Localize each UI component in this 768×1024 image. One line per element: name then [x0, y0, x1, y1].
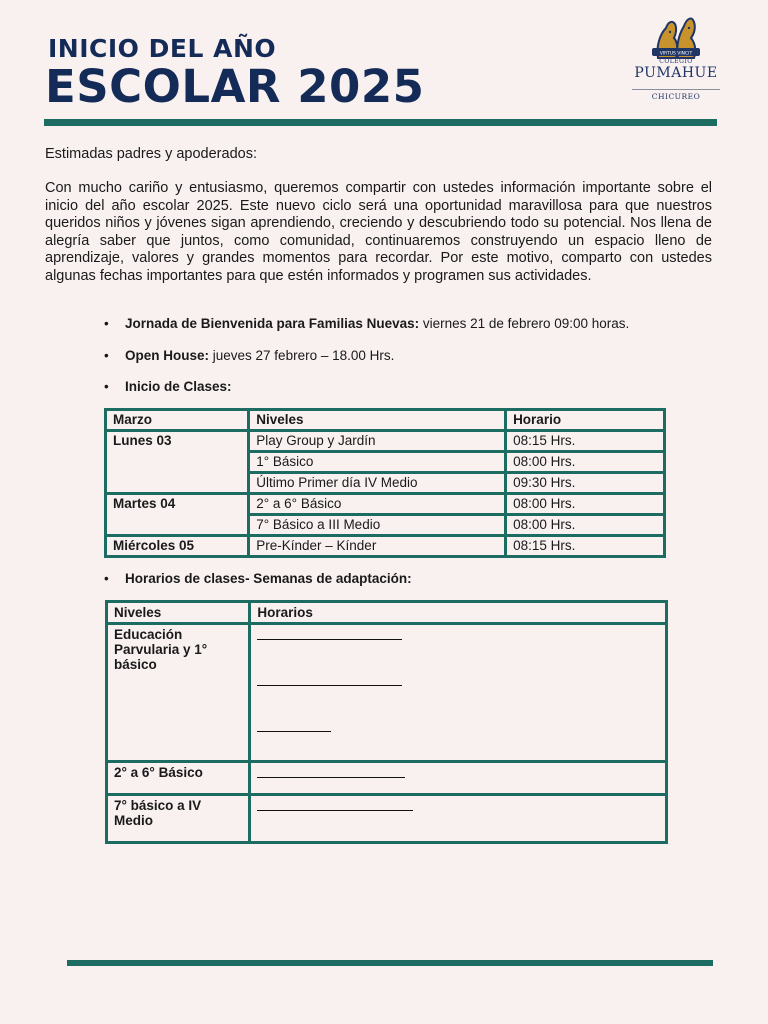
- time-cell: 08:15 Hrs.: [506, 536, 665, 557]
- blank-line: [257, 798, 413, 811]
- table-header-cell: Marzo: [106, 410, 249, 431]
- time-cell: 08:15 Hrs.: [506, 431, 665, 452]
- time-cell: 08:00 Hrs.: [506, 515, 665, 536]
- bullet-welcome: [104, 315, 629, 332]
- bullet-dot-icon: •: [104, 571, 109, 586]
- level-cell: Pre-Kínder – Kínder: [249, 536, 506, 557]
- table-header-row: [107, 602, 667, 624]
- class-start-table: [104, 408, 666, 558]
- crest-motto: VIRTUS VINCIT: [659, 51, 693, 57]
- table-header-cell: Niveles: [107, 602, 250, 624]
- table-row: [107, 624, 667, 762]
- time-cell: 09:30 Hrs.: [506, 473, 665, 494]
- time-cell: 08:00 Hrs.: [506, 494, 665, 515]
- schedule-cell: [250, 795, 667, 843]
- table-header-cell: Horarios: [250, 602, 667, 624]
- bottom-divider: [67, 960, 713, 966]
- table-row: [106, 431, 665, 452]
- bullet-dot-icon: •: [104, 316, 109, 331]
- letter-body: Con mucho cariño y entusiasmo, queremos compartir con ustedes información importante sobre el inicio del año escolar 2025. Este nuevo ciclo será una oportunidad maravillosa para que nuestros queridos niños y jóvenes sigan aprendiendo, creciendo y descubriendo todo su potencial. Nos llena de alegría saber que juntos, como comunidad, continuaremos construyendo un espacio lleno de aprendizaje, valores y grandes momentos para recordar. Por este motivo, comparto con ustedes algunas fechas importantes para que estén informados y programen sus actividades.: [45, 180, 712, 284]
- bullet-text: jueves 27 febrero – 18.00 Hrs.: [209, 348, 395, 363]
- table-row: [107, 795, 667, 843]
- bullet-label: Inicio de Clases:: [125, 379, 232, 394]
- table-header-row: [106, 410, 665, 431]
- schedule-cell: [250, 624, 667, 762]
- blank-line: [257, 719, 331, 732]
- table-header-cell: Horario: [506, 410, 665, 431]
- bullet-label: Jornada de Bienvenida para Familias Nuevas:: [125, 316, 420, 331]
- bullet-class-start: [104, 378, 232, 395]
- adaptation-table: [105, 600, 668, 844]
- bullet-open-house: [104, 347, 394, 364]
- level-cell: 2° a 6° Básico: [249, 494, 506, 515]
- level-cell: Último Primer día IV Medio: [249, 473, 506, 494]
- level-cell: 7° básico a IV Medio: [107, 795, 250, 843]
- logo-divider: [632, 89, 720, 90]
- bullet-dot-icon: •: [104, 348, 109, 363]
- day-cell: Martes 04: [106, 494, 249, 536]
- table-row: [106, 536, 665, 557]
- table-row: [106, 494, 665, 515]
- logo-location: CHICUREO: [651, 92, 701, 101]
- logo-school-name: PUMAHUE: [634, 65, 718, 81]
- title-line-1: INICIO DEL AÑO: [48, 34, 277, 63]
- greeting: Estimadas padres y apoderados:: [45, 146, 257, 162]
- level-cell: 2° a 6° Básico: [107, 762, 250, 795]
- level-cell: 7° Básico a III Medio: [249, 515, 506, 536]
- blank-line: [257, 627, 402, 640]
- level-cell: Play Group y Jardín: [249, 431, 506, 452]
- schedule-cell: [250, 762, 667, 795]
- bullet-adaptation: [104, 570, 412, 587]
- table-header-cell: Niveles: [249, 410, 506, 431]
- time-cell: 08:00 Hrs.: [506, 452, 665, 473]
- level-cell: 1° Básico: [249, 452, 506, 473]
- day-cell: Lunes 03: [106, 431, 249, 494]
- bullet-label: Open House:: [125, 348, 210, 363]
- title-line-2: ESCOLAR 2025: [45, 60, 425, 113]
- bullet-label: Horarios de clases- Semanas de adaptación:: [125, 571, 412, 586]
- logo-school-top: COLEGIO: [659, 58, 693, 65]
- table-row: [107, 762, 667, 795]
- level-cell: Educación Parvularia y 1° básico: [107, 624, 250, 762]
- day-cell: Miércoles 05: [106, 536, 249, 557]
- blank-line: [257, 673, 402, 686]
- bullet-text: viernes 21 de febrero 09:00 horas.: [419, 316, 630, 331]
- blank-line: [257, 765, 405, 778]
- top-divider: [44, 119, 717, 126]
- bullet-dot-icon: •: [104, 379, 109, 394]
